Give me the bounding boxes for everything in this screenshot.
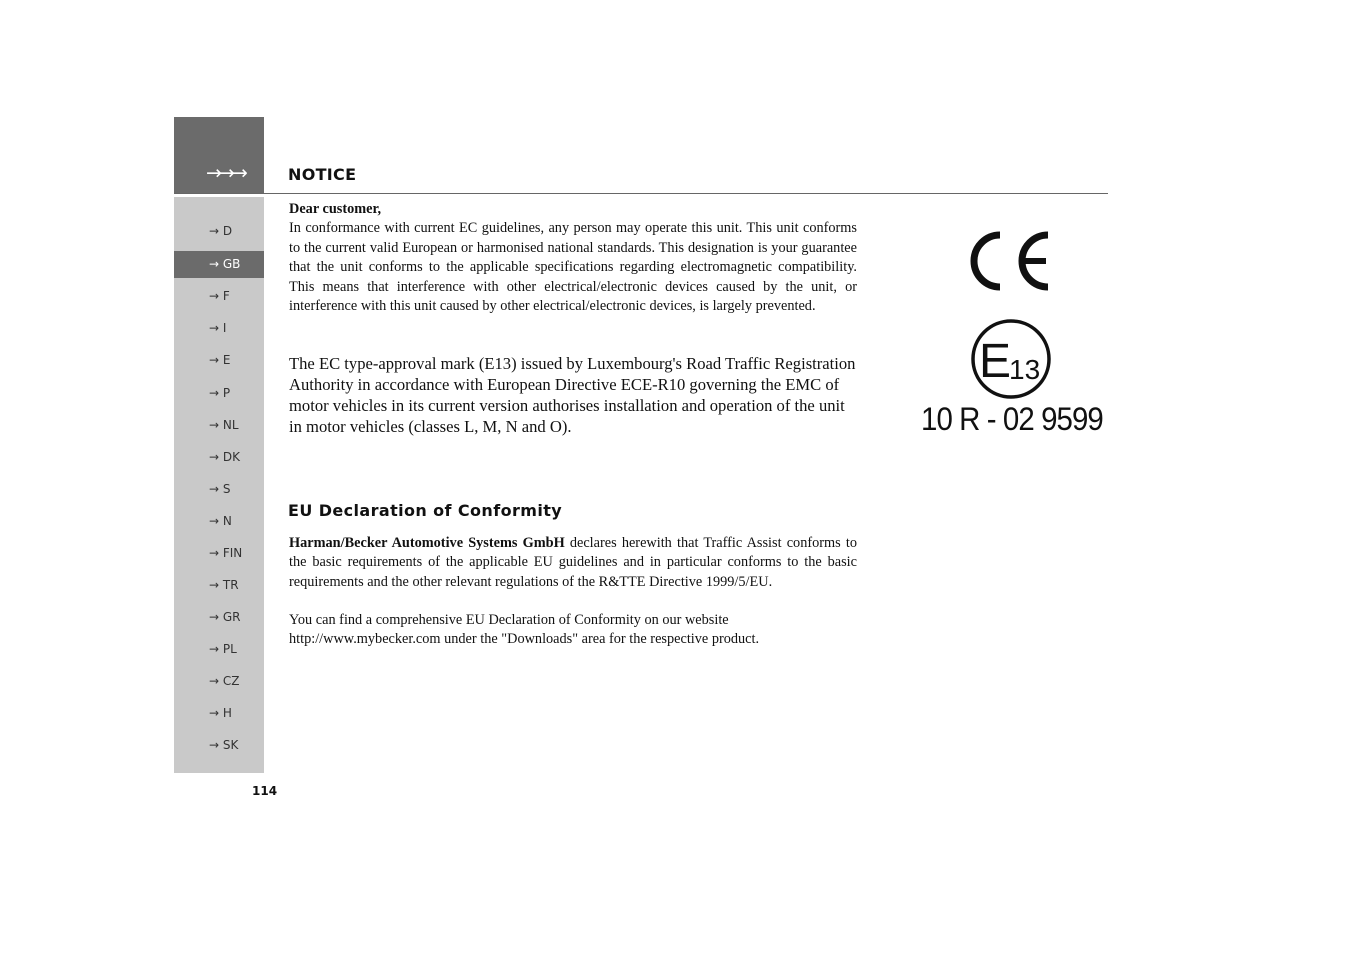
declaration-text: declares herewith that Traffic Assist conforms to the basic requirements of the applicable EU guidelines and in particular conforms to the basic requirements and the other relevant regulations of the R&TTE Directive 1999/5/EU. <box>289 535 857 590</box>
sidebar-item-cz[interactable]: → CZ <box>209 674 240 688</box>
emc-paragraph: In conformance with current EC guidelines, any person may operate this unit. This unit conforms to the current valid European or harmonised national standards. This designation is your guarantee that the unit conforms to the applicable specifications regarding electromagnetic compatibility. This means that interference with other electrical/electronic devices caused by the unit, or interference with this unit caused by other electrical/electronic devices, is largely prevented. <box>289 220 857 315</box>
sidebar-item-gr[interactable]: → GR <box>209 610 241 624</box>
sidebar-item-n[interactable]: → N <box>209 514 232 528</box>
sidebar-item-e[interactable]: → E <box>209 353 231 367</box>
e-mark-number: 13 <box>1009 354 1041 385</box>
page-number: 114 <box>252 784 278 798</box>
language-sidebar <box>174 197 264 773</box>
type-approval-paragraph: The EC type-approval mark (E13) issued by Luxembourg's Road Traffic Registration Authority in accordance with European Directive ECE-R10 governing the EMC of motor vehicles in its current version authorises installation and operation of the unit in motor vehicles (classes L, M, N and O). <box>289 354 856 436</box>
sidebar-item-h[interactable]: → H <box>209 706 232 720</box>
e13-approval-mark-icon <box>969 317 1053 401</box>
sidebar-item-gb[interactable]: → GB <box>174 251 264 278</box>
website-line-1: You can find a comprehensive EU Declaration of Conformity on our website <box>289 612 729 628</box>
website-line-2: http://www.mybecker.com under the "Downloads" area for the respective product. <box>289 631 760 648</box>
declaration-title: EU Declaration of Conformity <box>288 501 563 520</box>
sidebar-item-p[interactable]: → P <box>209 386 231 400</box>
header-arrows-icon: →→→ <box>206 162 245 184</box>
sidebar-item-d[interactable]: → D <box>209 224 233 238</box>
company-name: Harman/Becker Automotive Systems GmbH <box>289 535 565 551</box>
page-title: NOTICE <box>288 165 357 184</box>
notice-section <box>289 200 857 316</box>
sidebar-item-f[interactable]: → F <box>209 289 230 303</box>
sidebar-item-i[interactable]: → I <box>209 321 227 335</box>
type-approval-section <box>289 353 857 437</box>
sidebar-item-nl[interactable]: → NL <box>209 418 239 432</box>
approval-number: 10 R - 02 9599 <box>921 401 1103 437</box>
greeting: Dear customer, <box>289 201 382 217</box>
e-mark-letter: E <box>979 335 1012 388</box>
sidebar-item-s[interactable]: → S <box>209 482 231 496</box>
sidebar-item-sk[interactable]: → SK <box>209 738 239 752</box>
sidebar-item-tr[interactable]: → TR <box>209 578 239 592</box>
sidebar-item-fin[interactable]: → FIN <box>209 546 243 560</box>
website-section <box>289 611 857 650</box>
header-divider <box>174 193 1108 194</box>
declaration-section <box>289 534 857 592</box>
sidebar-item-dk[interactable]: → DK <box>209 450 240 464</box>
ce-mark-icon <box>962 229 1054 293</box>
declaration-paragraph <box>289 534 857 592</box>
sidebar-item-pl[interactable]: → PL <box>209 642 237 656</box>
